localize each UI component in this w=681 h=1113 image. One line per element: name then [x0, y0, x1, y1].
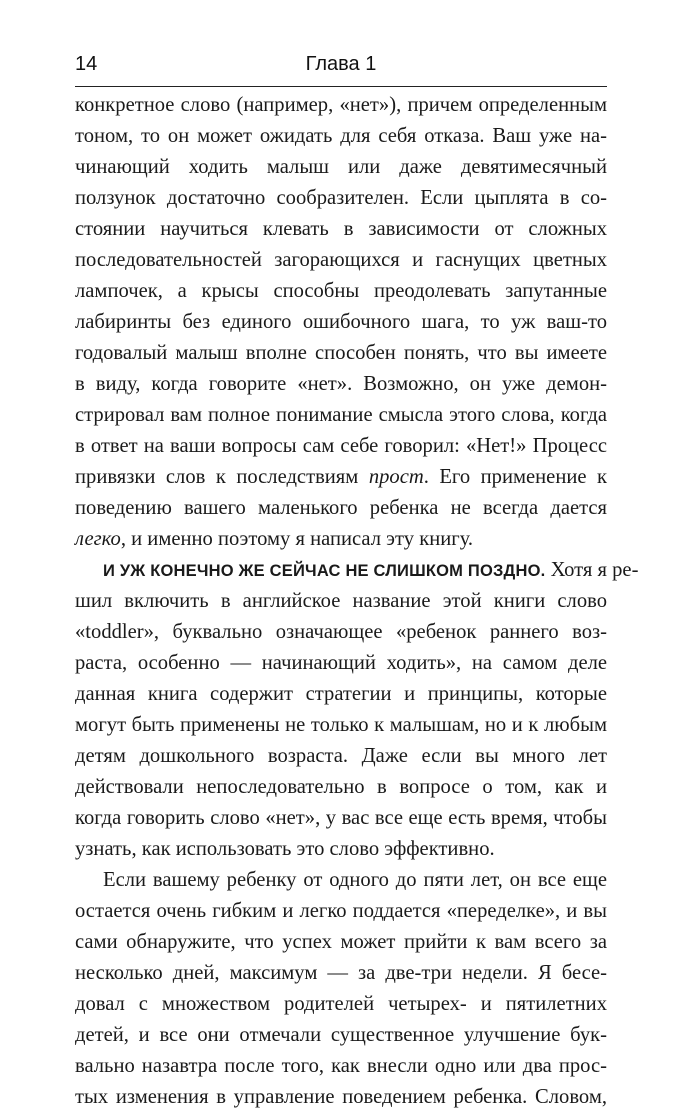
text-line: вально назавтра после того, как внесли одно или два прос-	[75, 1055, 607, 1077]
text-segment: , и именно поэтому я написал эту книгу.	[120, 528, 474, 550]
text-segment: привязки слов к последствиям	[75, 466, 369, 488]
emphasis-text: прост	[368, 466, 424, 488]
text-line: раста, особенно — начинающий ходить», на самом деле	[75, 652, 607, 674]
text-line: тоном, то он может ожидать для себя отказа. Ваш уже на-	[75, 125, 607, 147]
text-line: остается очень гибким и легко поддается «переделке», и вы	[75, 900, 607, 922]
section-run-in-heading: И УЖ КОНЕЧНО ЖЕ СЕЙЧАС НЕ СЛИШКОМ ПОЗДНО.	[103, 562, 546, 580]
text-line: довал с множеством родителей четырех- и пятилетних	[75, 993, 607, 1015]
page-number: 14	[75, 53, 98, 75]
text-line: в ответ на ваши вопросы сам себе говорил: «Нет!» Процесс	[75, 435, 607, 457]
text-line: действовали непоследовательно в вопросе о том, как и	[75, 776, 607, 798]
text-line: сами обнаружите, что успех может прийти к вам всего за	[75, 931, 607, 953]
text-line: чинающий ходить малыш или даже девятимесячный	[75, 156, 607, 178]
text-line: стоянии научиться клевать в зависимости от сложных	[75, 218, 607, 240]
text-line: несколько дней, максимум — за две-три недели. Я бесе-	[75, 962, 607, 984]
text-line: детей, и все они отмечали существенное улучшение бук-	[75, 1024, 607, 1046]
text-line: стрировал вам полное понимание смысла этого слова, когда	[75, 404, 607, 426]
text-line: узнать, как использовать это слово эффективно.	[75, 838, 495, 860]
text-line: могут быть применены не только к малышам, но и к любым	[75, 714, 607, 736]
text-segment: Хотя я ре-	[545, 559, 639, 581]
running-header	[75, 53, 607, 81]
text-line: лампочек, а крысы способны преодолевать запутанные	[75, 280, 607, 302]
header-rule	[75, 86, 607, 87]
text-line	[75, 462, 607, 493]
chapter-title: Глава 1	[305, 53, 377, 75]
text-line: данная книга содержит стратегии и принципы, которые	[75, 683, 607, 705]
text-segment: . Его применение к	[423, 466, 608, 488]
text-line: когда говорить слово «нет», у вас все еще есть время, чтобы	[75, 807, 607, 829]
text-line: поведению вашего маленького ребенка не всегда дается	[75, 497, 607, 519]
text-line: годовалый малыш вполне способен понять, что вы имеете	[75, 342, 607, 364]
body-text	[75, 90, 639, 1113]
text-line	[75, 524, 607, 555]
text-line: детям дошкольного возраста. Даже если вы много лет	[75, 745, 607, 767]
text-line: конкретное слово (например, «нет»), причем определенным	[75, 94, 607, 116]
text-line: «toddler», буквально означающее «ребенок раннего воз-	[75, 621, 607, 643]
text-line: в виду, когда говорите «нет». Возможно, он уже демон-	[75, 373, 607, 395]
text-line: ползунок достаточно сообразителен. Если цыплята в со-	[75, 187, 607, 209]
text-line: лабиринты без единого ошибочного шага, то уж ваш-то	[75, 311, 607, 333]
text-line: последовательностей загорающихся и гаснущих цветных	[75, 249, 607, 271]
text-line	[75, 555, 639, 586]
text-line: тых изменения в управление поведением ребенка. Словом,	[75, 1086, 607, 1108]
text-line: Если вашему ребенку от одного до пяти лет, он все еще	[103, 869, 607, 891]
emphasis-text: легко	[75, 528, 121, 550]
text-line: шил включить в английское название этой книги слово	[75, 590, 607, 612]
